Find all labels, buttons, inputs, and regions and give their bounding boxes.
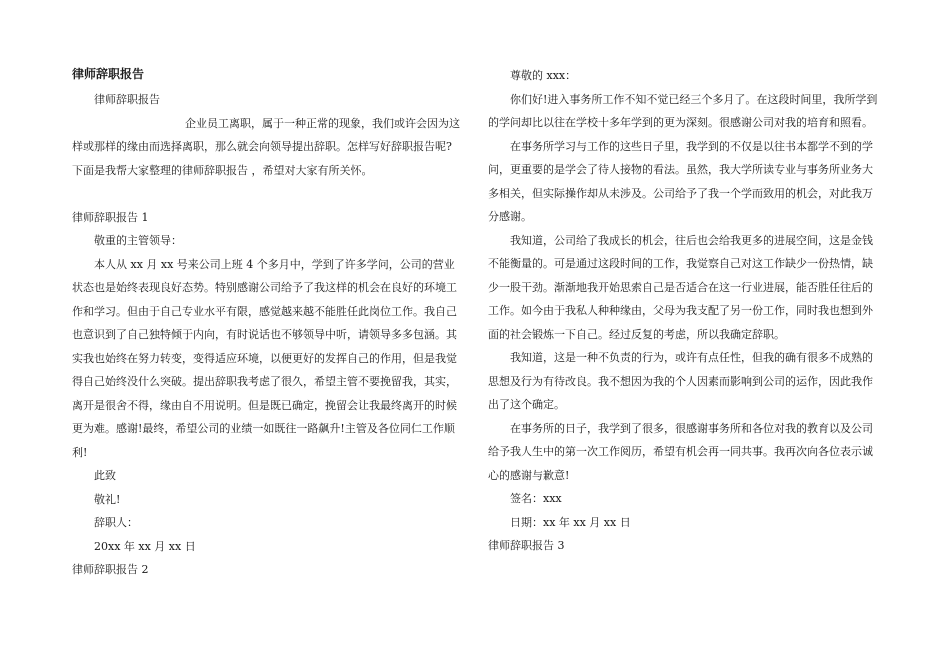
intro-paragraph: 企业员工离职，属于一种正常的现象，我们或许会因为这样或那样的缘由而选择离职，那么就会向领导提出辞职。怎样写好辞职报告呢?下面是我帮大家整理的律师辞职报告 ，希望对大家有所关怀。 <box>72 116 460 177</box>
right-paragraph-3: 我知道，公司给了我成长的机会，往后也会给我更多的进展空间，这是金钱不能衡量的。可是通过这段时间的工作，我觉察自己对这工作缺少一份热情，缺少一股干劲。渐渐地我开始思索自己是否适合在这一行业进展，能否胜任往后的工作。如今由于我私人种种缘由，父母为我支配了另一份工作，同时我也想到外面的社会锻炼一下自己。经过反复的考虑，所以我确定辞职。 <box>488 233 873 341</box>
left-column <box>72 64 462 582</box>
document-title: 律师辞职报告 <box>72 67 145 81</box>
right-paragraph-5: 在事务所的日子，我学到了很多，很感谢事务所和各位对我的教育以及公司给予我人生中的第一次工作阅历，希望有机会再一同共事。我再次向各位表示诚心的感谢与歉意! <box>488 421 873 482</box>
report1-date: 20xx 年 xx 月 xx 日 <box>94 539 196 553</box>
blank-line <box>72 182 462 206</box>
right-paragraph-2: 在事务所学习与工作的这些日子里，我学到的不仅是以往书本都学不到的学问，更重要的是学会了待人接物的看法。虽然，我大学所读专业与事务所业务大多相关，但实际操作却从未涉及。公司给予了我一个学而致用的机会，对此我万分感谢。 <box>488 139 873 223</box>
report1-closing-1: 此致 <box>94 469 116 482</box>
right-signature: 签名：xxx <box>510 492 562 505</box>
report2-heading: 律师辞职报告 2 <box>72 563 149 576</box>
document-subtitle: 律师辞职报告 <box>94 93 160 106</box>
report1-heading: 律师辞职报告 1 <box>72 210 149 224</box>
report1-salutation: 敬重的主管领导： <box>94 234 182 247</box>
right-paragraph-1: 你们好!进入事务所工作不知不觉已经三个多月了。在这段时间里，我所学到的学问却比以往在学校十多年学到的更为深刻。很感谢公司对我的培育和照看。 <box>488 92 878 129</box>
right-date: 日期：xx 年 xx 月 xx 日 <box>510 515 631 529</box>
report3-heading: 律师辞职报告 3 <box>488 539 565 552</box>
report1-body: 本人从 xx 月 xx 号来公司上班 4 个多月中，学到了许多学问，公司的营业状态也是始终表现良好态势。特别感谢公司给予了我这样的机会在良好的环境工作和学习。但由于自己专业水平有限，感觉越来越不能胜任此岗位工作。我自己也意识到了自己独特倾于内向，有时说话也不够领导中听，请领导多多包涵。其实我也始终在努力转变，变得适应环境，以便更好的发挥自己的作用，但是我觉得自己始终没什么突破。提出辞职我考虑了很久，希望主管不要挽留我，其实，离开是很舍不得，缘由自不用说明。但是既已确定，挽留会让我最终离开的时候更为难。感谢!最终，希望公司的业绩一如既往一路飙升!主管及各位同仁工作顺利! <box>72 257 457 459</box>
report1-closing-2: 敬礼! <box>94 492 121 506</box>
right-paragraph-4: 我知道，这是一种不负责的行为，或许有点任性，但我的确有很多不成熟的思想及行为有待改良。我不想因为我的个人因素而影响到公司的运作，因此我作出了这个确定。 <box>488 351 873 411</box>
right-salutation: 尊敬的 xxx： <box>510 69 577 82</box>
report1-signer: 辞职人： <box>94 516 138 529</box>
right-column <box>488 64 878 558</box>
